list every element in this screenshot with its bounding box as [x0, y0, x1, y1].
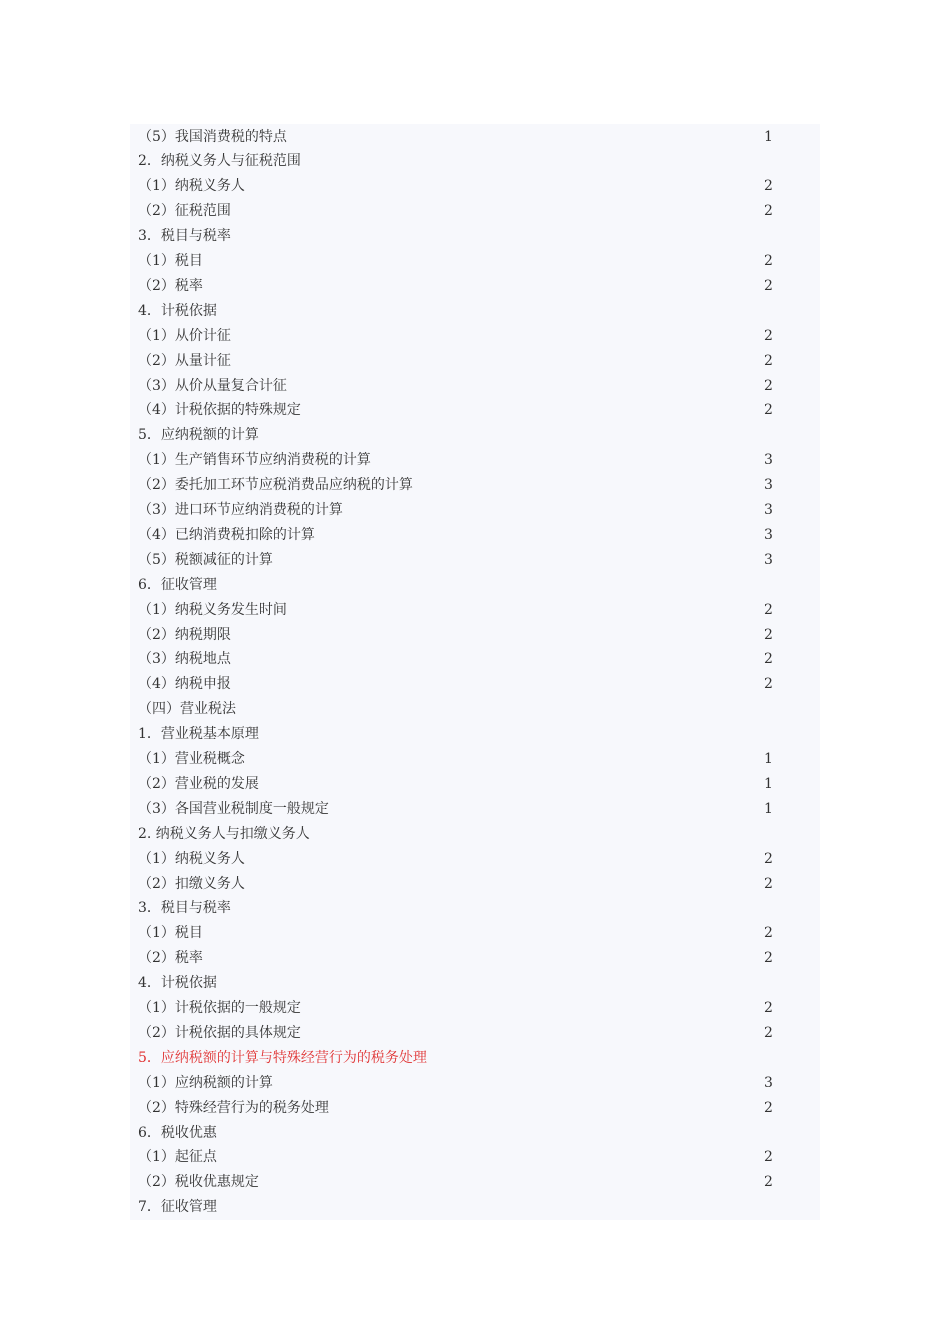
outline-row-level: 3	[764, 477, 773, 494]
outline-row-level: 3	[764, 1074, 773, 1091]
outline-row	[130, 772, 820, 797]
outline-table	[130, 124, 820, 1220]
outline-row-label: （2）税率	[138, 950, 203, 967]
outline-row	[130, 448, 820, 473]
outline-row-label: 1．营业税基本原理	[138, 726, 259, 743]
outline-row-label-highlighted: 5．应纳税额的计算与特殊经营行为的税务处理	[138, 1049, 427, 1066]
outline-row-level: 2	[764, 676, 773, 693]
outline-row-label: （1）税目	[138, 925, 203, 942]
outline-row	[130, 1096, 820, 1121]
outline-row-level: 3	[764, 452, 773, 469]
outline-row-level: 2	[764, 377, 773, 394]
outline-row-label: 2. 纳税义务人与扣缴义务人	[138, 825, 310, 842]
outline-row	[130, 149, 820, 174]
outline-row-level: 1	[764, 775, 773, 792]
outline-row	[130, 125, 820, 150]
outline-row	[130, 1121, 820, 1146]
outline-row-label: （4）计税依据的特殊规定	[138, 402, 301, 419]
outline-row-label: 4．计税依据	[138, 302, 217, 319]
outline-row-label: （1）税目	[138, 253, 203, 269]
outline-row	[130, 1145, 820, 1170]
outline-row	[130, 523, 820, 548]
outline-row-level: 2	[764, 1024, 773, 1041]
outline-row-level: 2	[764, 327, 773, 344]
outline-row-label: （4）纳税申报	[138, 676, 231, 693]
outline-row-label: （1）纳税义务人	[138, 178, 245, 195]
outline-row	[130, 249, 820, 274]
outline-row-label: （2）委托加工环节应税消费品应纳税的计算	[138, 477, 413, 494]
outline-row-label: （1）营业税概念	[138, 751, 245, 767]
outline-row	[130, 722, 820, 747]
outline-row-level: 2	[764, 1099, 773, 1116]
outline-row-level: 2	[764, 1174, 773, 1191]
outline-row	[130, 573, 820, 598]
outline-row	[130, 921, 820, 946]
outline-row-label: 2．纳税义务人与征税范围	[138, 153, 301, 170]
outline-row	[130, 274, 820, 299]
outline-row-label: （2）营业税的发展	[138, 775, 259, 792]
outline-row-level: 2	[764, 651, 773, 668]
outline-row	[130, 299, 820, 324]
outline-row-label: 4．计税依据	[138, 975, 217, 992]
outline-row-level: 2	[764, 925, 773, 942]
outline-row	[130, 324, 820, 349]
outline-row	[130, 647, 820, 672]
outline-row-label: 6．征收管理	[138, 576, 217, 593]
outline-row-label: （四）营业税法	[138, 701, 236, 718]
outline-row-label: （1）起征点	[138, 1149, 217, 1166]
outline-row-label: （5）税额减征的计算	[138, 551, 273, 568]
outline-row	[130, 896, 820, 921]
outline-row-label: 5．应纳税额的计算	[138, 427, 259, 444]
outline-row-level: 1	[764, 800, 773, 817]
outline-row-label: （2）从量计征	[138, 352, 231, 369]
outline-row	[130, 199, 820, 224]
outline-row	[130, 374, 820, 399]
outline-row	[130, 971, 820, 996]
outline-row-label: （3）进口环节应纳消费税的计算	[138, 502, 343, 518]
outline-row	[130, 946, 820, 971]
outline-row	[130, 473, 820, 498]
outline-row	[130, 224, 820, 249]
outline-row-level: 2	[764, 875, 773, 892]
outline-row-label: （5）我国消费税的特点	[138, 128, 287, 145]
outline-row-label: （1）应纳税额的计算	[138, 1074, 273, 1091]
outline-row-label: （2）扣缴义务人	[138, 875, 245, 892]
outline-row	[130, 1021, 820, 1046]
outline-row	[130, 672, 820, 697]
outline-row-label: （2）征税范围	[138, 203, 231, 220]
outline-row	[130, 996, 820, 1021]
outline-row-level: 2	[764, 626, 773, 643]
outline-row	[130, 548, 820, 573]
outline-row-level: 2	[764, 352, 773, 369]
outline-row-level: 1	[764, 751, 773, 767]
outline-row	[130, 1195, 820, 1220]
outline-row	[130, 498, 820, 523]
outline-row	[130, 1170, 820, 1195]
outline-row-label: （1）纳税义务发生时间	[138, 601, 287, 618]
outline-row-label: （2）计税依据的具体规定	[138, 1024, 301, 1041]
outline-row	[130, 797, 820, 822]
outline-row	[130, 1071, 820, 1096]
outline-row-label: 3．税目与税率	[138, 900, 231, 917]
outline-row-level: 2	[764, 203, 773, 220]
outline-row-label: （1）生产销售环节应纳消费税的计算	[138, 452, 371, 469]
outline-row-label: （2）特殊经营行为的税务处理	[138, 1099, 329, 1116]
outline-row	[130, 623, 820, 648]
outline-row	[130, 697, 820, 722]
outline-row	[130, 1046, 820, 1071]
outline-row-label: （2）纳税期限	[138, 626, 231, 643]
outline-row-level: 3	[764, 551, 773, 568]
outline-row-label: （1）纳税义务人	[138, 850, 245, 867]
outline-row-label: （2）税率	[138, 277, 203, 294]
outline-row-label: （3）从价从量复合计征	[138, 377, 287, 394]
outline-row-level: 2	[764, 950, 773, 967]
outline-row	[130, 747, 820, 772]
outline-row-level: 2	[764, 253, 773, 269]
outline-row-level: 2	[764, 1000, 773, 1016]
outline-row-label: （1）计税依据的一般规定	[138, 1000, 301, 1016]
outline-row	[130, 847, 820, 872]
outline-row-level: 3	[764, 502, 773, 518]
outline-row-label: （3）各国营业税制度一般规定	[138, 800, 329, 817]
outline-row	[130, 598, 820, 623]
outline-row-level: 2	[764, 1149, 773, 1166]
outline-row	[130, 423, 820, 448]
outline-row-label: （4）已纳消费税扣除的计算	[138, 526, 315, 543]
outline-row-label: （2）税收优惠规定	[138, 1174, 259, 1191]
outline-row-level: 3	[764, 526, 773, 543]
outline-row	[130, 872, 820, 897]
outline-row-level: 2	[764, 850, 773, 867]
outline-row-label: （1）从价计征	[138, 327, 231, 344]
outline-row-label: 6．税收优惠	[138, 1124, 217, 1141]
outline-row-label: （3）纳税地点	[138, 651, 231, 668]
outline-row-level: 1	[764, 128, 773, 145]
outline-row	[130, 174, 820, 199]
outline-row	[130, 822, 820, 847]
outline-row-level: 2	[764, 601, 773, 618]
outline-row-level: 2	[764, 402, 773, 419]
outline-row	[130, 398, 820, 423]
outline-row-label: 7．征收管理	[138, 1199, 217, 1216]
outline-row	[130, 349, 820, 374]
outline-row-level: 2	[764, 277, 773, 294]
outline-row-label: 3．税目与税率	[138, 228, 231, 245]
outline-row-level: 2	[764, 178, 773, 195]
